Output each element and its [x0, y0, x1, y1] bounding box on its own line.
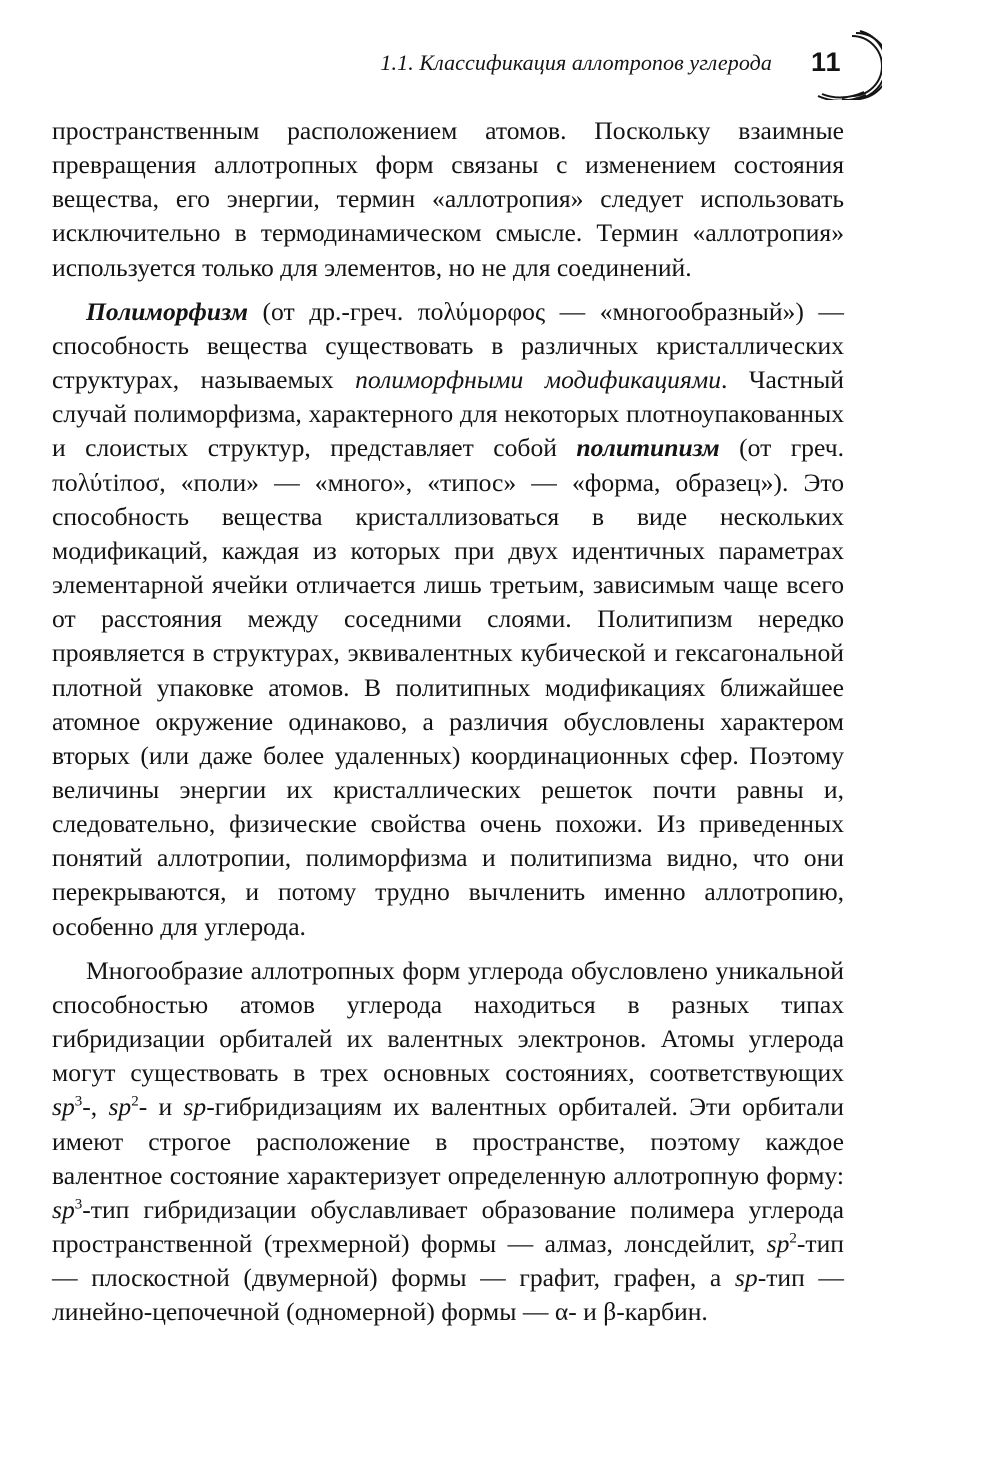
paragraph-3-text-6: -тип — плоскостной (двумерной) формы — графит, графен, а	[52, 1229, 844, 1293]
sp-symbol: sp	[734, 1263, 758, 1293]
sp-symbol: sp	[52, 1194, 75, 1224]
paragraph-2	[52, 295, 844, 944]
paragraph-3-text-4: -гибридизациям их валентных орбиталей. Эти орбитали имеют строгое расположение в пространстве, поэтому каждое валентное состояние характеризует определенную аллотропную форму:	[52, 1092, 844, 1190]
term-polytypism: политипизм	[576, 433, 720, 463]
body-text	[52, 114, 844, 1329]
paragraph-3-text-3: - и	[138, 1092, 184, 1122]
paragraph-1	[52, 114, 844, 285]
paragraph-3-text-1: Многообразие аллотропных форм углерода обусловлено уникальной способностью атомов углерода находиться в разных типах гибридизации орбиталей их валентных электронов. Атомы углерода могут существовать в трех основных состояниях, соответствующих	[52, 955, 844, 1088]
page-number: 11	[811, 47, 842, 77]
sp-symbol: sp	[766, 1229, 790, 1258]
page-number-arcs-ornament	[792, 30, 882, 100]
sp-symbol: sp	[108, 1092, 132, 1122]
term-polymorphism: Полиморфизм	[86, 296, 248, 326]
paragraph-3	[52, 954, 844, 1330]
superscript-3: 3	[74, 1093, 83, 1110]
term-polymorphic-modifications: полиморфными модификациями	[355, 365, 722, 395]
running-head: 1.1. Классификация аллотропов углерода	[380, 50, 772, 75]
paragraph-2-text-3: (от греч. πολύτiποσ, «поли» — «много», «типос» — «форма, образец»). Это способность вещества кристаллизоваться в виде нескольких модификаций, каждая из которых при двух идентичных параметрах элементарной ячейки отличается лишь третьим, зависимым чаще всего от расстояния между соседними слоями. Политипизм нередко проявляется в структурах, эквивалентных кубической и гексагональной плотной упаковке атомов. В политипных модификациях ближайшее атомное окружение одинаково, а различия обусловлены характером вторых (или даже более удаленных) координационных сфер. Поэтому величины энергии их кристаллических решеток почти равны и, следовательно, физические свойства очень похожи. Из приведенных понятий аллотропии, полиморфизма и политипизма видно, что они перекрываются, и потому трудно вычленить именно аллотропию, особенно для углерода.	[52, 433, 844, 941]
paragraph-2-text-1: (от др.-греч. πολύμορφος — «многообразный») — способность вещества существовать в различных кристаллических структурах, называемых	[52, 296, 844, 395]
superscript-2: 2	[131, 1093, 139, 1110]
sp-symbol: sp	[183, 1092, 207, 1122]
paragraph-3-text-5: -тип гибридизации обуславливает образование полимера углерода пространственной (трехмерной) формы — алмаз, лонсдейлит,	[52, 1194, 844, 1258]
sp-symbol: sp	[52, 1092, 75, 1122]
paragraph-3-text-2: -,	[82, 1092, 109, 1122]
paragraph-1-text: пространственным расположением атомов. Поскольку взаимные превращения аллотропных форм связаны с изменением состояния вещества, его энергии, термин «аллотропия» следует использовать исключительно в термодинамическом смысле. Термин «аллотропия» используется только для элементов, но не для соединений.	[52, 116, 844, 282]
page-header	[0, 30, 1000, 90]
superscript-2: 2	[789, 1230, 797, 1247]
paragraph-2-text-2: . Частный случай полиморфизма, характерного для некоторых плотноупакованных и слоистых структур, представляет собой	[52, 365, 844, 463]
paragraph-3-text-7: -тип — линейно-цепочечной (одномерной) формы — α- и β-карбин.	[52, 1263, 845, 1327]
superscript-3: 3	[74, 1196, 83, 1213]
